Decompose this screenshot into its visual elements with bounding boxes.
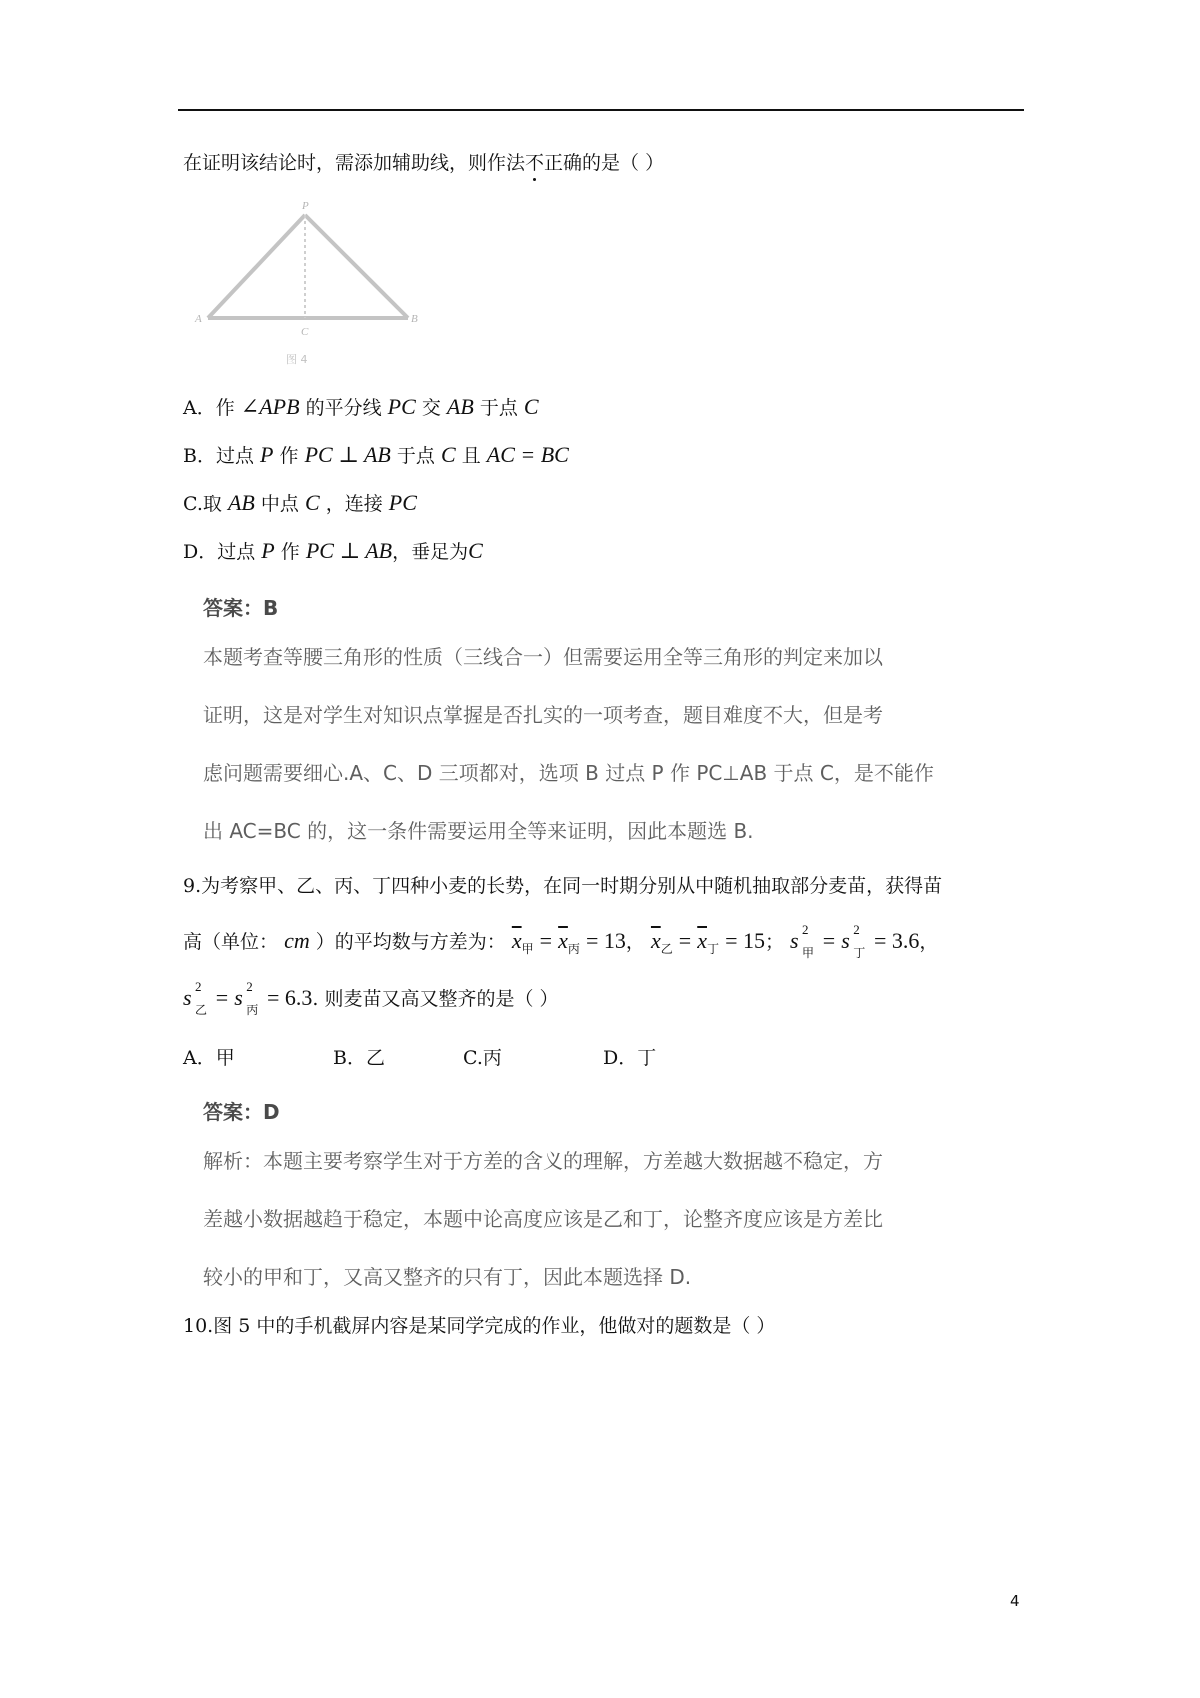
label-p: P [302, 200, 309, 212]
q8-stem: 在证明该结论时，需添加辅助线，则作法不正确的是（ ） [183, 152, 665, 174]
q8-option-c: C.取 AB 中点 C ，连接 PC [183, 490, 417, 515]
q8-stem-emphasis: 不 [525, 152, 545, 174]
q10-stem: 10.图 5 中的手机截屏内容是某同学完成的作业，他做对的题数是（ ） [183, 1315, 776, 1337]
q9-stem-line3: s 2 乙 = s 2 丙 = 6.3. 则麦苗又高又整齐的是（ ） [183, 979, 559, 1017]
q9-answer-label: 答案：D [203, 1100, 280, 1124]
variance-bing: s 2 丙 [234, 979, 259, 1017]
page-number: 4 [1010, 1592, 1020, 1610]
header-rule [178, 109, 1024, 111]
q8-analysis-line: 本题考查等腰三角形的性质（三线合一）但需要运用全等三角形的判定来加以 [203, 645, 883, 669]
side-pb [305, 215, 408, 318]
q9-analysis-line: 差越小数据越趋于稳定，本题中论高度应该是乙和丁，论整齐度应该是方差比 [203, 1207, 883, 1231]
q8-analysis-line: 虑问题需要细心.A、C、D 三项都对，选项 B 过点 P 作 PC⊥AB 于点 C，是不能作 [203, 761, 934, 785]
variance-jia: s 2 甲 [790, 922, 815, 960]
q8-analysis-line: 证明，这是对学生对知识点掌握是否扎实的一项考查，题目难度不大，但是考 [203, 703, 883, 727]
figure-caption: 图 4 [286, 353, 308, 366]
q9-answer-block [203, 1092, 983, 1306]
q9-analysis-line: 较小的甲和丁，又高又整齐的只有丁，因此本题选择 D. [203, 1265, 692, 1289]
label-c: C [301, 326, 309, 338]
triangle-diagram [183, 200, 418, 372]
variance-ding: s 2 丁 [841, 922, 866, 960]
q8-answer-label: 答案：B [203, 596, 279, 620]
q9-stem-line1: 9.为考察甲、乙、丙、丁四种小麦的长势，在同一时期分别从中随机抽取部分麦苗，获得苗 [183, 875, 943, 897]
side-pa [208, 215, 305, 318]
q9-analysis-line: 解析：本题主要考察学生对于方差的含义的理解，方差越大数据越不稳定，方 [203, 1149, 883, 1173]
variance-yi: s 2 乙 [183, 979, 208, 1017]
q8-option-a: A．作 ∠APB 的平分线 PC 交 AB 于点 C [183, 394, 539, 419]
q8-option-b: B．过点 P 作 PC ⊥ AB 于点 C 且 AC = BC [183, 442, 569, 467]
label-b: B [411, 313, 418, 325]
figure-4 [183, 200, 418, 372]
q9-stem-line2: 高（单位： cm ）的平均数与方差为： $\overline{x}_甲 = \overline{x}_丙 = 13$， $\overline{x}_乙 = \overline{x}_丁 = 15$； s 2 甲 = s 2 丁 = 3.6， [183, 922, 939, 960]
q9-choice-c: C.丙 [463, 1047, 502, 1069]
q8-answer-block [203, 588, 983, 860]
q9-choice-b: B．乙 [333, 1047, 385, 1069]
q9-choice-d: D．丁 [603, 1047, 657, 1069]
q8-option-d: D．过点 P 作 PC ⊥ AB，垂足为C [183, 538, 483, 563]
q8-analysis-line: 出 AC=BC 的，这一条件需要运用全等来证明，因此本题选 B. [203, 819, 754, 843]
q9-choice-a: A．甲 [183, 1047, 235, 1069]
label-a: A [195, 313, 202, 325]
